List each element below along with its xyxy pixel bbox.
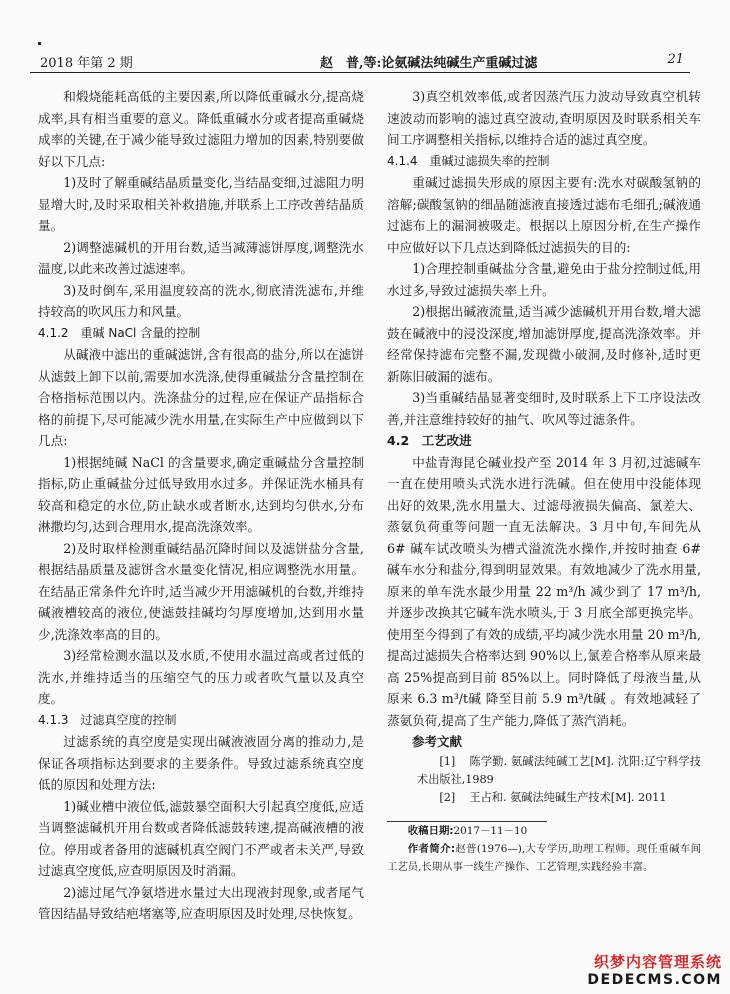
watermark-en: DEDECMS.COM bbox=[587, 972, 722, 988]
received-value: 2017－11－10 bbox=[453, 824, 528, 837]
paragraph: 2)滤过尾气净氨塔进水量过大出现液封现象,或者尾气管因结晶导致结疤堵塞等,应查明原因及时处理,尽快恢复。 bbox=[38, 884, 364, 921]
paragraph: 2)调整滤碱机的开用台数,适当减薄滤饼厚度,调整洗水温度,以此来改善过滤速率。 bbox=[38, 239, 364, 276]
section-heading: 4.1.2 重碱 NaCl 含量的控制 bbox=[38, 325, 201, 340]
site-watermark bbox=[587, 951, 722, 988]
reference-list bbox=[387, 753, 701, 807]
reference-item bbox=[387, 789, 701, 807]
reference-text: 陈学勤. 氨碱法纯碱工艺[M]. 沈阳:辽宁科学技术出版社,1989 bbox=[417, 754, 701, 786]
section-heading: 4.2 工艺改进 bbox=[387, 433, 472, 448]
paragraph: 3)及时倒车,采用温度较高的洗水,彻底清洗滤布,并维持较高的吹风压力和风量。 bbox=[38, 282, 364, 319]
paragraph: 3)经常检测水温以及水质,不使用水温过高或者过低的洗水,并维持适当的压缩空气的压力或者吹气量以及真空度。 bbox=[38, 648, 364, 706]
paragraph: 过滤系统的真空度是实现出碱液液固分离的推动力,是保证各项指标达到要求的主要条件。导致过滤系统真空度低的原因和处理方法: bbox=[38, 734, 364, 792]
received-label: 收稿日期: bbox=[407, 824, 454, 837]
paragraph: 从碱液中滤出的重碱滤饼,含有很高的盐分,所以在滤饼从滤鼓上卸下以前,需要加水洗涤,使得重碱盐分含量控制在合格指标范围以内。洗涤盐分的过程,应在保证产品指标合格的前提下,尽可能减少洗水用量,在实际生产中应做到以下几点: bbox=[38, 347, 364, 448]
reference-number: [1] bbox=[439, 754, 456, 768]
author-label: 作者简介: bbox=[407, 842, 455, 855]
paragraph: 3)真空机效率低,或者因蒸汽压力波动导致真空机转速波动而影响的滤过真空波动,查明原因及时联系相关车间工序调整相关指标,以维持合适的滤过真空度。 bbox=[387, 89, 701, 147]
right-column-body bbox=[387, 86, 701, 731]
watermark-cn: 织梦内容管理系统 bbox=[593, 953, 722, 971]
running-title: 赵 普,等:论氨碱法纯碱生产重碱过滤 bbox=[320, 56, 538, 71]
section-heading: 4.1.3 过滤真空度的控制 bbox=[38, 712, 177, 727]
references-title: 参考文献 bbox=[412, 734, 463, 749]
paragraph: 3)当重碱结晶显著变细时,及时联系上下工序设法改善,并注意维持较好的抽气、吹风等过滤条件。 bbox=[387, 390, 701, 427]
section-heading: 4.1.4 重碱过滤损失率的控制 bbox=[387, 153, 550, 168]
reference-number: [2] bbox=[439, 790, 456, 804]
paragraph: 和煅烧能耗高低的主要因素,所以降低重碱水分,提高烧成率,具有相当重要的意义。降低重碱水分或者提高重碱烧成率的关键,在于减少能导致过滤阻力增加的因素,特别要做好以下几点: bbox=[38, 89, 364, 169]
left-column bbox=[38, 86, 364, 925]
paragraph: 1)碱业槽中液位低,滤鼓暴空面积大引起真空度低,应适当调整滤碱机开用台数或者降低滤鼓转速,提高碱液槽的液位。停用或者备用的滤碱机真空阀门不严或者未关严,导致过滤真空度低,应查明原因及时消漏。 bbox=[38, 798, 364, 878]
right-column bbox=[387, 86, 701, 876]
paragraph: 2)及时取样检测重碱结晶沉降时间以及滤饼盐分含量,根据结晶质量及滤饼含水量变化情况,相应调整洗水用量。在结晶正常条件允许时,适当减少开用滤碱机的台数,并维持碱液槽较高的液位,使滤鼓挂碱均匀厚度增加,达到用水量少,洗涤效率高的目的。 bbox=[38, 540, 364, 642]
reference-item bbox=[387, 753, 701, 789]
paragraph: 1)合理控制重碱盐分含量,避免由于盐分控制过低,用水过多,导致过滤损失率上升。 bbox=[387, 261, 701, 298]
paragraph: 1)及时了解重碱结晶质量变化,当结晶变细,过滤阻力明显增大时,及时采取相关补救措施,并联系上工序改善结晶质量。 bbox=[38, 175, 364, 233]
paragraph: 重碱过滤损失形成的原因主要有:洗水对碳酸氢钠的溶解;碳酸氢钠的细晶随滤液直接透过滤布毛细孔;碱液通过滤布上的漏洞被吸走。根据以上原因分析,在生产操作中应做好以下几点达到降低过滤损失的目的: bbox=[387, 175, 701, 255]
author-value: 赵普(1976—),大专学历,助理工程师。现任重碱车间工艺员,长期从事一线生产操作、工艺管理,实践经验丰富。 bbox=[387, 842, 701, 873]
paragraph: 中盐青海昆仑碱业投产至 2014 年 3 月初,过滤碱车一直在使用喷头式洗水进行洗碱。但在使用中没能体现出好的效果,洗水用量大、过滤母液损失偏高、氯差大、蒸氨负荷重等问题一直无法解决。3 月中旬,车间先从 6# 碱车试改喷头为槽式溢流洗水操作,并按时抽查 6# 碱车水分和盐分,得到明显效果。有效地减少了洗水用量,原来的单车洗水最少用量 22 m³/h 减少到了 17 m³/h,并逐步改换其它碱车洗水喷头,于 3 月底全部更换完毕。使用至今得到了有效的成绩,平均减少洗水用量 20 m³/h,提高过滤损失合格率达到 90%以上,氯差合格率从原来最高 25%提高到目前 85%以上。同时降低了母液当量,从原来 6.3 m³/t碱 降至目前 5.9 m³/t碱 。有效地减轻了蒸氨负荷,提高了生产能力,降低了蒸汽消耗。 bbox=[387, 454, 701, 728]
issue-label: 2018 年第 2 期 bbox=[40, 56, 133, 71]
reference-text: 王占和. 氨碱法纯碱生产技术[M]. 2011 bbox=[469, 790, 667, 804]
author-bio bbox=[387, 840, 701, 876]
paragraph: 2)根据出碱液流量,适当减少滤碱机开用台数,增大滤鼓在碱液中的浸没深度,增加滤饼厚度,提高洗涤效率。并经常保持滤布完整不漏,发现微小破洞,及时修补,适时更新陈旧破漏的滤布。 bbox=[387, 304, 701, 384]
paragraph: 1)根据纯碱 NaCl 的含量要求,确定重碱盐分含量控制指标,防止重碱盐分过低导致用水过多。并保证洗水桶具有较高和稳定的水位,防止缺水或者断水,达到均匀供水,分布淋撒均匀,达到合理用水,提高洗涤效率。 bbox=[38, 454, 364, 534]
header-rule bbox=[30, 72, 690, 73]
page-header bbox=[30, 44, 690, 70]
received-date bbox=[387, 822, 701, 840]
page-number: 21 bbox=[667, 52, 684, 67]
